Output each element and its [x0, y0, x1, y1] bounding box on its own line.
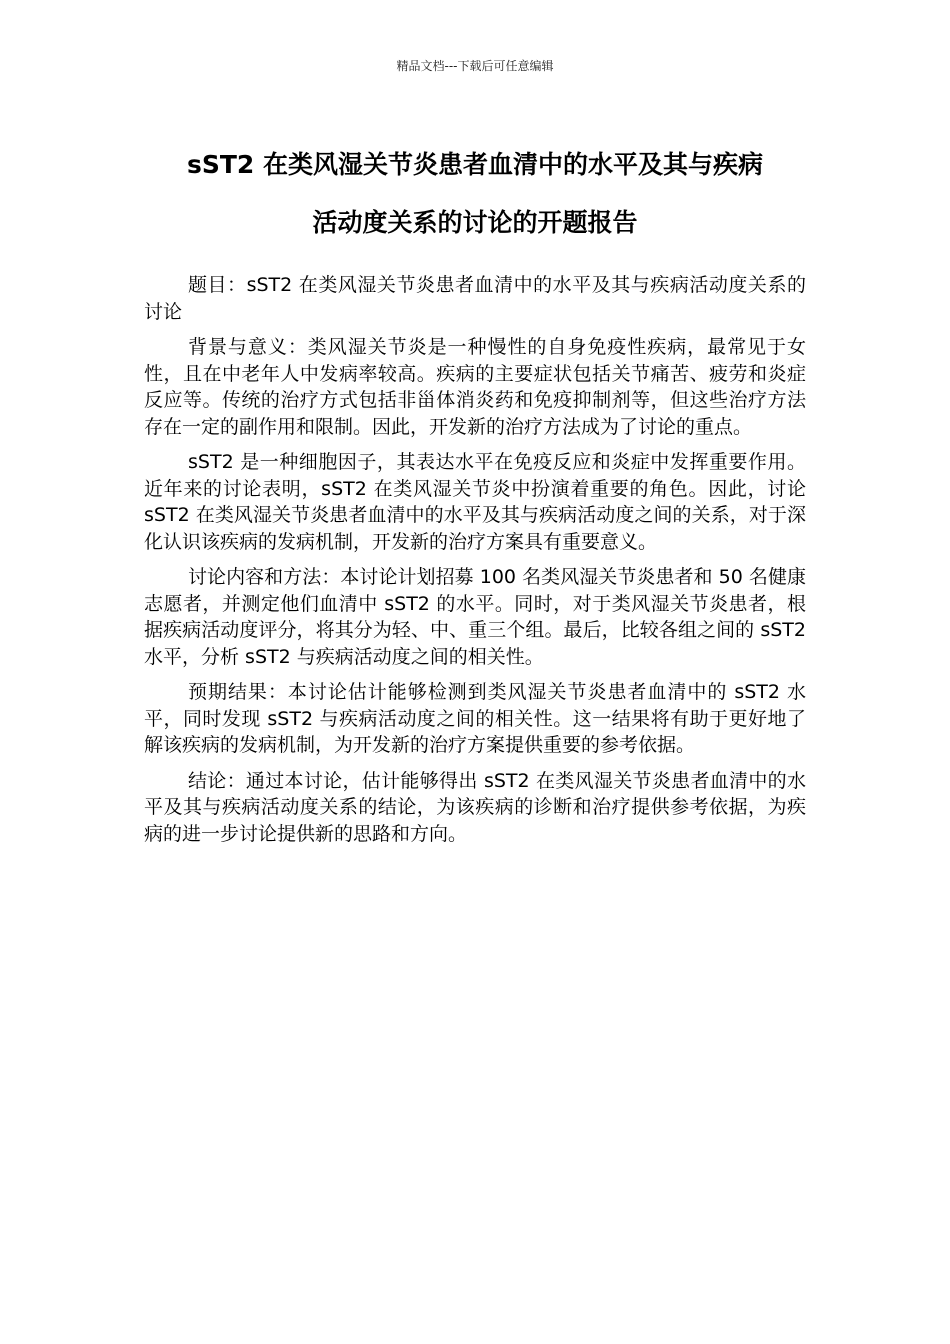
title-line-2: 活动度关系的讨论的开题报告	[312, 208, 638, 237]
title-line-1: sST2 在类风湿关节炎患者血清中的水平及其与疾病	[186, 150, 764, 179]
paragraph-expected-results: 预期结果：本讨论估计能够检测到类风湿关节炎患者血清中的 sST2 水平，同时发现 sST2 与疾病活动度之间的相关性。这一结果将有助于更好地了解该疾病的发病机制，为开发新的治疗方案提供重要的参考依据。	[144, 681, 806, 756]
header-note: 精品文档---下载后可任意编辑	[396, 59, 554, 73]
paragraph-topic: 题目：sST2 在类风湿关节炎患者血清中的水平及其与疾病活动度关系的讨论	[144, 274, 806, 323]
document-title	[144, 136, 806, 252]
paragraph-background: 背景与意义：类风湿关节炎是一种慢性的自身免疫性疾病，最常见于女性，且在中老年人中发病率较高。疾病的主要症状包括关节痛苦、疲劳和炎症反应等。传统的治疗方式包括非甾体消炎药和免疫抑制剂等，但这些治疗方法存在一定的副作用和限制。因此，开发新的治疗方法成为了讨论的重点。	[144, 336, 806, 438]
paragraph-methods: 讨论内容和方法：本讨论计划招募 100 名类风湿关节炎患者和 50 名健康志愿者，并测定他们血清中 sST2 的水平。同时，对于类风湿关节炎患者，根据疾病活动度评分，将其分为轻、中、重三个组。最后，比较各组之间的 sST2 水平，分析 sST2 与疾病活动度之间的相关性。	[144, 566, 806, 668]
paragraph-sst2: sST2 是一种细胞因子，其表达水平在免疫反应和炎症中发挥重要作用。近年来的讨论表明，sST2 在类风湿关节炎中扮演着重要的角色。因此，讨论 sST2 在类风湿关节炎患者血清中的水平及其与疾病活动度之间的关系，对于深化认识该疾病的发病机制，开发新的治疗方案具有重要意义。	[144, 451, 806, 553]
document-body	[144, 272, 806, 856]
paragraph-conclusion: 结论：通过本讨论，估计能够得出 sST2 在类风湿关节炎患者血清中的水平及其与疾病活动度关系的结论，为该疾病的诊断和治疗提供参考依据，为疾病的进一步讨论提供新的思路和方向。	[144, 769, 806, 845]
